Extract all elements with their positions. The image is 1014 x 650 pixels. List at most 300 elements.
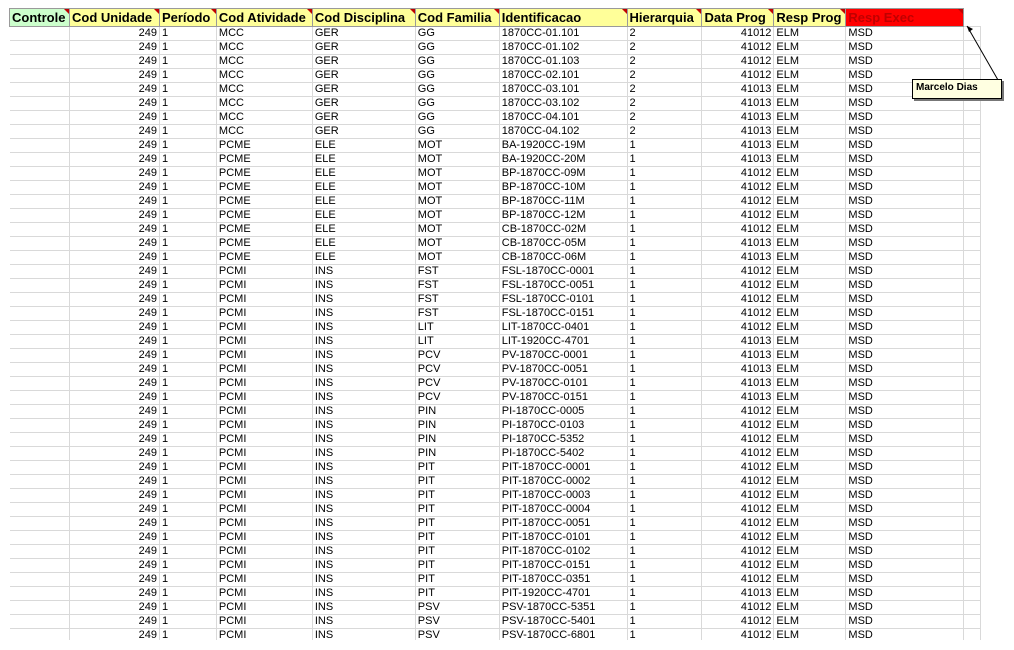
cell[interactable]: ELM [774, 139, 846, 153]
cell[interactable]: INS [312, 489, 415, 503]
cell[interactable]: PIN [415, 447, 499, 461]
cell[interactable]: GER [312, 55, 415, 69]
cell[interactable]: 1 [627, 475, 702, 489]
cell[interactable]: PIT-1870CC-0004 [499, 503, 627, 517]
cell[interactable]: GER [312, 41, 415, 55]
cell[interactable]: ELM [774, 531, 846, 545]
cell[interactable]: PCMI [216, 307, 312, 321]
cell[interactable]: 1 [627, 265, 702, 279]
cell[interactable]: 1 [159, 587, 216, 601]
cell[interactable]: PIT-1870CC-0102 [499, 545, 627, 559]
cell[interactable]: PIT-1870CC-0101 [499, 531, 627, 545]
cell[interactable]: PCME [216, 223, 312, 237]
cell[interactable]: 1 [159, 629, 216, 641]
cell[interactable]: INS [312, 321, 415, 335]
cell[interactable]: FST [415, 293, 499, 307]
cell[interactable]: 1 [159, 335, 216, 349]
cell[interactable]: ELM [774, 601, 846, 615]
cell[interactable]: PV-1870CC-0001 [499, 349, 627, 363]
cell[interactable]: MSD [846, 517, 964, 531]
cell[interactable]: 41012 [702, 447, 774, 461]
cell[interactable]: ELM [774, 335, 846, 349]
cell[interactable]: PCME [216, 139, 312, 153]
cell[interactable]: MOT [415, 209, 499, 223]
cell[interactable]: 249 [69, 531, 159, 545]
cell[interactable]: MCC [216, 41, 312, 55]
cell[interactable]: ELM [774, 363, 846, 377]
cell[interactable]: INS [312, 517, 415, 531]
cell[interactable]: 1 [627, 391, 702, 405]
cell[interactable]: ELE [312, 195, 415, 209]
cell[interactable]: 41013 [702, 251, 774, 265]
cell[interactable]: GG [415, 97, 499, 111]
cell[interactable]: ELE [312, 223, 415, 237]
cell[interactable]: 1 [159, 615, 216, 629]
cell[interactable]: 249 [69, 419, 159, 433]
cell[interactable]: PCMI [216, 279, 312, 293]
cell[interactable]: 1 [627, 209, 702, 223]
cell[interactable]: FST [415, 265, 499, 279]
cell[interactable]: 1 [627, 559, 702, 573]
cell[interactable]: ELM [774, 433, 846, 447]
cell[interactable]: PCMI [216, 615, 312, 629]
cell[interactable]: 1 [159, 517, 216, 531]
cell[interactable]: 41012 [702, 503, 774, 517]
cell[interactable]: 249 [69, 475, 159, 489]
cell[interactable]: MOT [415, 237, 499, 251]
cell[interactable]: 41013 [702, 139, 774, 153]
cell[interactable]: PCMI [216, 531, 312, 545]
cell[interactable]: BA-1920CC-19M [499, 139, 627, 153]
cell[interactable]: ELM [774, 167, 846, 181]
cell[interactable]: 1 [627, 321, 702, 335]
cell[interactable]: MSD [846, 237, 964, 251]
cell[interactable]: BP-1870CC-10M [499, 181, 627, 195]
cell[interactable]: 41012 [702, 419, 774, 433]
cell[interactable]: ELM [774, 27, 846, 41]
cell[interactable]: MSD [846, 41, 964, 55]
cell[interactable]: 41012 [702, 265, 774, 279]
cell[interactable]: PSV [415, 601, 499, 615]
cell[interactable]: PCMI [216, 601, 312, 615]
cell[interactable]: MSD [846, 391, 964, 405]
cell[interactable]: ELM [774, 223, 846, 237]
cell[interactable]: 1870CC-04.102 [499, 125, 627, 139]
cell[interactable]: 1 [627, 377, 702, 391]
cell[interactable]: 41013 [702, 391, 774, 405]
cell[interactable]: 1 [627, 181, 702, 195]
cell[interactable]: 249 [69, 209, 159, 223]
cell[interactable]: 249 [69, 41, 159, 55]
cell[interactable]: 41013 [702, 349, 774, 363]
cell[interactable]: GG [415, 111, 499, 125]
cell[interactable]: 1 [627, 251, 702, 265]
cell[interactable]: 41012 [702, 461, 774, 475]
cell[interactable]: LIT [415, 335, 499, 349]
cell[interactable]: MSD [846, 475, 964, 489]
cell[interactable]: 1 [159, 461, 216, 475]
cell[interactable]: GER [312, 111, 415, 125]
cell[interactable]: PCMI [216, 419, 312, 433]
cell[interactable]: PIN [415, 419, 499, 433]
cell[interactable]: PIT [415, 475, 499, 489]
cell[interactable]: 249 [69, 391, 159, 405]
cell[interactable]: MSD [846, 335, 964, 349]
cell[interactable]: 1870CC-01.103 [499, 55, 627, 69]
cell[interactable]: MOT [415, 251, 499, 265]
cell[interactable]: MSD [846, 223, 964, 237]
cell[interactable]: MOT [415, 195, 499, 209]
cell[interactable]: INS [312, 363, 415, 377]
cell[interactable]: 1870CC-03.101 [499, 83, 627, 97]
cell[interactable]: PSV-1870CC-6801 [499, 629, 627, 641]
cell[interactable]: PCME [216, 195, 312, 209]
cell[interactable]: 1 [159, 55, 216, 69]
cell[interactable]: PCMI [216, 447, 312, 461]
cell[interactable]: LIT-1870CC-0401 [499, 321, 627, 335]
cell[interactable]: PCMI [216, 377, 312, 391]
cell[interactable]: 249 [69, 125, 159, 139]
cell[interactable]: 1 [627, 573, 702, 587]
cell[interactable]: 1 [627, 349, 702, 363]
cell[interactable]: 1 [159, 321, 216, 335]
cell[interactable]: ELM [774, 69, 846, 83]
cell[interactable]: 1 [159, 405, 216, 419]
cell[interactable]: ELM [774, 615, 846, 629]
cell[interactable]: ELE [312, 251, 415, 265]
cell[interactable]: 1 [627, 139, 702, 153]
cell[interactable]: 249 [69, 97, 159, 111]
cell[interactable]: INS [312, 335, 415, 349]
cell[interactable]: 1 [159, 573, 216, 587]
cell[interactable]: ELE [312, 181, 415, 195]
cell[interactable]: 1 [627, 279, 702, 293]
cell[interactable]: ELM [774, 209, 846, 223]
cell[interactable]: 1 [159, 97, 216, 111]
cell[interactable]: 1 [627, 405, 702, 419]
cell[interactable]: MCC [216, 55, 312, 69]
cell[interactable]: 1 [159, 433, 216, 447]
cell[interactable]: 1 [627, 601, 702, 615]
cell[interactable]: 1 [627, 629, 702, 641]
cell[interactable]: PIT [415, 559, 499, 573]
cell[interactable]: FST [415, 307, 499, 321]
cell[interactable]: 249 [69, 181, 159, 195]
cell[interactable]: MSD [846, 545, 964, 559]
cell[interactable]: 1 [159, 559, 216, 573]
cell[interactable]: MSD [846, 587, 964, 601]
cell[interactable]: 249 [69, 377, 159, 391]
cell[interactable]: MCC [216, 83, 312, 97]
cell[interactable]: 1 [627, 237, 702, 251]
cell[interactable]: MSD [846, 279, 964, 293]
cell[interactable]: GER [312, 27, 415, 41]
cell[interactable]: ELM [774, 419, 846, 433]
cell[interactable]: 41012 [702, 223, 774, 237]
cell[interactable]: PIT [415, 503, 499, 517]
cell[interactable]: 41013 [702, 587, 774, 601]
cell[interactable]: GG [415, 41, 499, 55]
cell[interactable]: 1870CC-04.101 [499, 111, 627, 125]
cell[interactable]: 41012 [702, 405, 774, 419]
cell[interactable]: INS [312, 265, 415, 279]
cell[interactable]: 249 [69, 111, 159, 125]
cell[interactable]: 41012 [702, 279, 774, 293]
cell[interactable]: MSD [846, 461, 964, 475]
cell[interactable]: 249 [69, 405, 159, 419]
cell[interactable]: 2 [627, 111, 702, 125]
cell[interactable]: 1 [159, 251, 216, 265]
cell[interactable]: MSD [846, 125, 964, 139]
cell[interactable]: 249 [69, 503, 159, 517]
cell[interactable]: 1 [159, 195, 216, 209]
cell[interactable]: 1 [627, 419, 702, 433]
cell[interactable]: PSV [415, 615, 499, 629]
cell[interactable]: 249 [69, 167, 159, 181]
cell[interactable]: GG [415, 55, 499, 69]
cell[interactable]: 1 [627, 545, 702, 559]
cell[interactable]: 1 [627, 433, 702, 447]
cell[interactable]: MSD [846, 573, 964, 587]
cell[interactable]: MCC [216, 111, 312, 125]
cell[interactable]: 249 [69, 559, 159, 573]
cell[interactable]: PCME [216, 167, 312, 181]
cell[interactable]: 249 [69, 601, 159, 615]
cell[interactable]: PCMI [216, 545, 312, 559]
cell[interactable]: MSD [846, 251, 964, 265]
cell[interactable]: MCC [216, 97, 312, 111]
cell[interactable]: 249 [69, 447, 159, 461]
cell[interactable]: CB-1870CC-06M [499, 251, 627, 265]
cell[interactable]: 2 [627, 27, 702, 41]
cell[interactable]: ELM [774, 489, 846, 503]
cell[interactable]: MOT [415, 139, 499, 153]
cell[interactable]: PIT-1870CC-0001 [499, 461, 627, 475]
cell[interactable]: PCMI [216, 363, 312, 377]
cell[interactable]: 1 [627, 293, 702, 307]
cell[interactable]: MSD [846, 503, 964, 517]
cell[interactable]: 1 [159, 265, 216, 279]
cell[interactable]: 41012 [702, 69, 774, 83]
cell[interactable]: MSD [846, 27, 964, 41]
cell[interactable]: 41012 [702, 517, 774, 531]
cell[interactable]: CB-1870CC-02M [499, 223, 627, 237]
cell[interactable]: MSD [846, 293, 964, 307]
cell[interactable]: 1 [159, 475, 216, 489]
cell[interactable]: ELM [774, 629, 846, 641]
cell[interactable]: ELM [774, 559, 846, 573]
cell[interactable]: 249 [69, 321, 159, 335]
cell[interactable]: INS [312, 461, 415, 475]
cell[interactable]: 1 [159, 545, 216, 559]
cell[interactable]: 249 [69, 433, 159, 447]
cell[interactable]: PCMI [216, 489, 312, 503]
cell[interactable]: 1 [627, 489, 702, 503]
cell[interactable]: PIT-1870CC-0003 [499, 489, 627, 503]
cell[interactable]: PCV [415, 363, 499, 377]
cell[interactable]: MSD [846, 209, 964, 223]
cell[interactable]: MOT [415, 167, 499, 181]
cell[interactable]: MSD [846, 377, 964, 391]
cell[interactable]: PV-1870CC-0051 [499, 363, 627, 377]
cell[interactable]: ELM [774, 265, 846, 279]
cell[interactable]: PCMI [216, 433, 312, 447]
cell[interactable]: 1 [159, 279, 216, 293]
cell[interactable]: 249 [69, 335, 159, 349]
cell[interactable]: PIT [415, 489, 499, 503]
cell[interactable]: PCV [415, 391, 499, 405]
cell[interactable]: 249 [69, 139, 159, 153]
cell[interactable]: 1 [627, 153, 702, 167]
cell[interactable]: INS [312, 615, 415, 629]
cell[interactable]: ELE [312, 209, 415, 223]
cell[interactable]: 1 [159, 83, 216, 97]
cell[interactable]: 1870CC-03.102 [499, 97, 627, 111]
cell[interactable]: ELM [774, 279, 846, 293]
cell[interactable]: PCMI [216, 559, 312, 573]
cell[interactable]: PSV-1870CC-5401 [499, 615, 627, 629]
cell[interactable]: 41013 [702, 125, 774, 139]
cell[interactable]: ELM [774, 517, 846, 531]
cell[interactable]: 2 [627, 55, 702, 69]
cell[interactable]: PIT [415, 545, 499, 559]
cell[interactable]: 1870CC-02.101 [499, 69, 627, 83]
cell[interactable]: ELM [774, 475, 846, 489]
cell[interactable]: 1 [627, 307, 702, 321]
cell[interactable]: GG [415, 69, 499, 83]
cell[interactable]: ELM [774, 125, 846, 139]
cell[interactable]: 1 [159, 419, 216, 433]
cell[interactable]: 1 [159, 209, 216, 223]
cell[interactable]: PIT [415, 461, 499, 475]
cell[interactable]: ELM [774, 293, 846, 307]
cell[interactable]: 41013 [702, 237, 774, 251]
cell[interactable]: 249 [69, 251, 159, 265]
cell[interactable]: 249 [69, 83, 159, 97]
cell[interactable]: ELM [774, 195, 846, 209]
cell[interactable]: PCV [415, 377, 499, 391]
cell[interactable]: PCMI [216, 265, 312, 279]
cell[interactable]: ELM [774, 461, 846, 475]
cell[interactable]: 2 [627, 83, 702, 97]
cell[interactable]: ELM [774, 55, 846, 69]
cell[interactable]: MSD [846, 111, 964, 125]
cell[interactable]: PCMI [216, 293, 312, 307]
cell[interactable]: PCMI [216, 405, 312, 419]
cell[interactable]: PI-1870CC-5352 [499, 433, 627, 447]
cell[interactable]: LIT [415, 321, 499, 335]
cell[interactable]: GG [415, 83, 499, 97]
cell[interactable]: ELM [774, 545, 846, 559]
cell[interactable]: MOT [415, 181, 499, 195]
cell[interactable]: 1 [159, 27, 216, 41]
cell[interactable]: ELE [312, 237, 415, 251]
cell[interactable]: ELM [774, 587, 846, 601]
cell[interactable]: FSL-1870CC-0051 [499, 279, 627, 293]
cell[interactable]: 41012 [702, 293, 774, 307]
cell[interactable]: ELM [774, 111, 846, 125]
cell[interactable]: PIN [415, 405, 499, 419]
cell[interactable]: 249 [69, 629, 159, 641]
cell[interactable]: MCC [216, 27, 312, 41]
cell[interactable]: PCMI [216, 349, 312, 363]
cell[interactable]: ELM [774, 181, 846, 195]
cell[interactable]: MOT [415, 223, 499, 237]
cell[interactable]: FST [415, 279, 499, 293]
cell[interactable]: 1 [159, 349, 216, 363]
cell[interactable]: MOT [415, 153, 499, 167]
cell[interactable]: ELM [774, 447, 846, 461]
cell[interactable]: 1 [159, 111, 216, 125]
cell[interactable]: MSD [846, 153, 964, 167]
cell[interactable]: 249 [69, 223, 159, 237]
cell[interactable]: PSV [415, 629, 499, 641]
cell[interactable]: 249 [69, 489, 159, 503]
cell[interactable]: ELM [774, 349, 846, 363]
cell[interactable]: 41012 [702, 615, 774, 629]
cell[interactable]: MSD [846, 55, 964, 69]
cell[interactable]: INS [312, 377, 415, 391]
cell[interactable]: 41012 [702, 475, 774, 489]
cell[interactable]: PI-1870CC-5402 [499, 447, 627, 461]
cell[interactable]: 1870CC-01.101 [499, 27, 627, 41]
cell[interactable]: 1870CC-01.102 [499, 41, 627, 55]
cell[interactable]: FSL-1870CC-0001 [499, 265, 627, 279]
cell[interactable]: 1 [159, 181, 216, 195]
cell[interactable]: 1 [159, 139, 216, 153]
cell[interactable]: 41012 [702, 209, 774, 223]
cell[interactable]: 41012 [702, 27, 774, 41]
cell[interactable]: 249 [69, 69, 159, 83]
cell[interactable]: 41012 [702, 489, 774, 503]
cell[interactable]: PCME [216, 181, 312, 195]
cell[interactable]: PCME [216, 237, 312, 251]
cell[interactable]: ELM [774, 237, 846, 251]
cell[interactable]: FSL-1870CC-0151 [499, 307, 627, 321]
cell[interactable]: 41013 [702, 363, 774, 377]
cell[interactable]: PIT [415, 573, 499, 587]
cell[interactable]: MSD [846, 629, 964, 641]
cell[interactable]: 41013 [702, 153, 774, 167]
cell[interactable]: MSD [846, 531, 964, 545]
cell[interactable]: MSD [846, 363, 964, 377]
cell[interactable]: 2 [627, 69, 702, 83]
cell[interactable]: PIT-1870CC-0351 [499, 573, 627, 587]
cell[interactable]: 41012 [702, 321, 774, 335]
cell[interactable]: 249 [69, 517, 159, 531]
cell[interactable]: 2 [627, 97, 702, 111]
cell[interactable]: PV-1870CC-0101 [499, 377, 627, 391]
cell[interactable]: BA-1920CC-20M [499, 153, 627, 167]
cell[interactable]: ELM [774, 307, 846, 321]
cell[interactable]: 1 [159, 503, 216, 517]
cell[interactable]: 249 [69, 573, 159, 587]
cell[interactable]: 2 [627, 125, 702, 139]
cell[interactable]: 41012 [702, 629, 774, 641]
cell[interactable]: GER [312, 125, 415, 139]
cell[interactable]: INS [312, 573, 415, 587]
cell[interactable]: INS [312, 391, 415, 405]
cell[interactable]: PI-1870CC-0103 [499, 419, 627, 433]
cell[interactable]: MSD [846, 97, 964, 111]
cell[interactable]: 1 [159, 69, 216, 83]
cell[interactable]: 1 [627, 531, 702, 545]
cell[interactable]: GER [312, 83, 415, 97]
cell[interactable]: ELM [774, 97, 846, 111]
cell[interactable]: INS [312, 307, 415, 321]
cell[interactable]: INS [312, 405, 415, 419]
cell[interactable]: PIN [415, 433, 499, 447]
